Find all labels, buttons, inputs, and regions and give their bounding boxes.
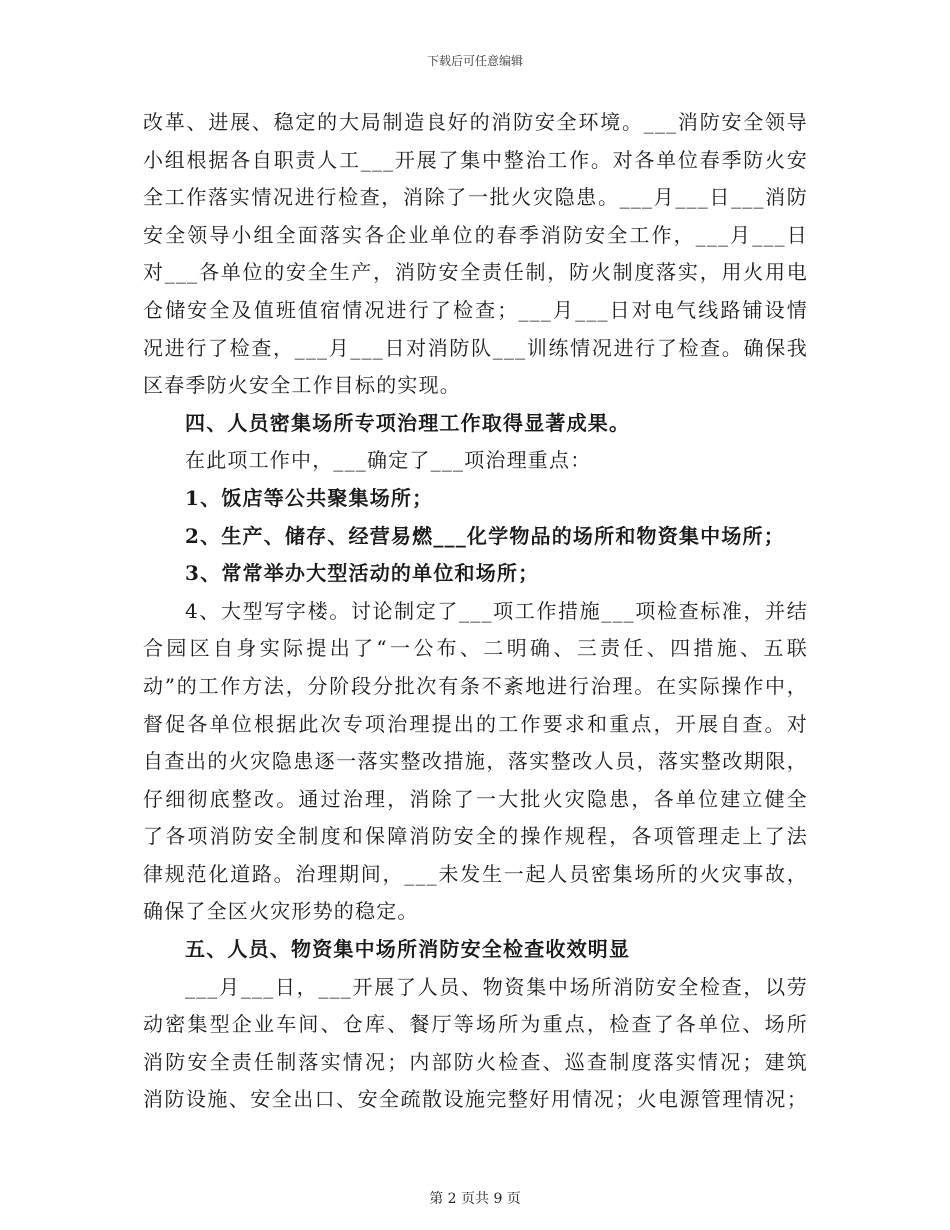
- text-line: 动”的工作方法，分阶段分批次有条不紊地进行治理。在实际操作中，: [143, 673, 808, 698]
- text-line: 督促各单位根据此次专项治理提出的工作要求和重点，开展自查。对: [143, 711, 808, 736]
- text-line: 合园区自身实际提出了“一公布、二明确、三责任、四措施、五联: [143, 636, 808, 661]
- text-line: 改革、进展、稳定的大局制造良好的消防安全环境。___消防安全领导: [143, 110, 808, 134]
- text-line: 4、大型写字楼。讨论制定了___项工作措施___项检查标准，并结: [185, 598, 808, 623]
- text-line: 自查出的火灾隐患逐一落实整改措施，落实整改人员，落实整改期限，: [143, 749, 808, 774]
- text-line: 全工作落实情况进行检查，消除了一批火灾隐患。___月___日___消防: [143, 185, 808, 210]
- text-line: 确保了全区火灾形势的稳定。: [143, 899, 419, 924]
- text-line: 况进行了检查，___月___日对消防队___训练情况进行了检查。确保我: [143, 335, 808, 360]
- text-line: 律规范化道路。治理期间，___未发生一起人员密集场所的火灾事故，: [143, 861, 808, 886]
- text-line: 1、饭店等公共聚集场所；: [185, 485, 434, 510]
- text-line: 动密集型企业车间、仓库、餐厅等场所为重点，检查了各单位、场所: [143, 1012, 808, 1037]
- page-header: 下载后可任意编辑: [426, 54, 523, 68]
- text-line: 了各项消防安全制度和保障消防安全的操作规程，各项管理走上了法: [143, 824, 808, 849]
- text-line: 四、人员密集场所专项治理工作取得显著成果。: [185, 410, 631, 435]
- text-line: ___月___日，___开展了人员、物资集中场所消防安全检查，以劳: [185, 974, 808, 999]
- text-line: 对___各单位的安全生产，消防安全责任制，防火制度落实，用火用电: [143, 260, 808, 285]
- text-line: 消防设施、安全出口、安全疏散设施完整好用情况；火电源管理情况；: [143, 1087, 808, 1112]
- text-line: 仔细彻底整改。通过治理，消除了一大批火灾隐患，各单位建立健全: [143, 786, 808, 811]
- page-footer: 第 2 页共 9 页: [429, 1191, 521, 1207]
- text-line: 2、生产、储存、经营易燃___化学物品的场所和物资集中场所；: [185, 523, 785, 548]
- text-line: 消防安全责任制落实情况；内部防火检查、巡查制度落实情况；建筑: [143, 1049, 808, 1074]
- document-body: [143, 104, 808, 1119]
- text-line: 区春季防火安全工作目标的实现。: [143, 373, 461, 398]
- text-line: 3、常常举办大型活动的单位和场所；: [185, 561, 540, 586]
- text-line: 五、人员、物资集中场所消防安全检查收效明显: [185, 937, 631, 962]
- text-line: 在此项工作中，___确定了___项治理重点：: [185, 448, 592, 473]
- text-line: 小组根据各自职责人工___开展了集中整治工作。对各单位春季防火安: [143, 147, 808, 172]
- text-line: 安全领导小组全面落实各企业单位的春季消防安全工作，___月___日: [143, 222, 808, 247]
- text-line: 仓储安全及值班值宿情况进行了检查；___月___日对电气线路铺设情: [143, 297, 808, 322]
